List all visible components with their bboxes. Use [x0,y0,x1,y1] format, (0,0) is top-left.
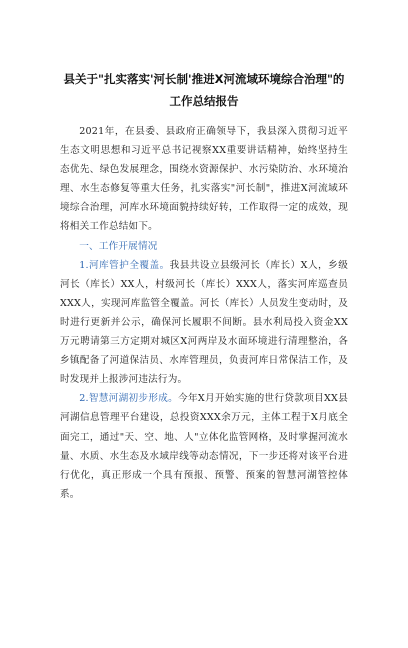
section-heading: 一、工作开展情况 [79,240,158,252]
item-1-heading: 1.河库管护全覆盖。 [79,259,170,271]
item-1-text: 我县共设立县级河长（库长）X人，乡级河长（库长）XX人，村级河长（库长）XXX人，落实河库巡查员XXX人，实现河库监管全覆盖。河长（库长）人员发生变动时，及时进行更新并公示，确保河长履职不间断。县水利局投入资金XX万元聘请第三方定期对城区X河两岸及水面环境进行清理整治，各乡镇配备了河道保洁员、水库管理员，负责河库日常保洁工作，及时发现并上报涉河违法行为。 [60,259,349,386]
document-body [60,122,348,504]
item-2-text: 今年X月开始实施的世行贷款项目XX县河湖信息管理平台建设，总投资XXX余万元，主体工程于X月底全面完工，通过"天、空、地、人"立体化监管网格，及时掌握河流水量、水质、水生态及水域岸线等动态情况，下一步还将对该平台进行优化，真正形成一个具有预报、预警、预案的智慧河湖管控体系。 [60,393,349,500]
document-page [0,68,408,648]
item-1-paragraph [60,256,348,390]
item-2-paragraph [60,389,348,504]
document-title: 县关于"扎实落实'河长制'推进X河流域环境综合治理"的工作总结报告 [63,72,345,108]
intro-paragraph: 2021年，在县委、县政府正确领导下，我县深入贯彻习近平生态文明思想和习近平总书记视察XX重要讲话精神，始终坚持生态优先、绿色发展理念，围绕水资源保护、水污染防治、水环境治理、水生态修复等重大任务，扎实落实"河长制"，推进X河流域环境综合治理，河库水环境面貌持续好转，工作取得一定的成效，现将相关工作总结如下。 [60,126,348,233]
item-2-heading: 2.智慧河湖初步形成。 [79,393,179,405]
